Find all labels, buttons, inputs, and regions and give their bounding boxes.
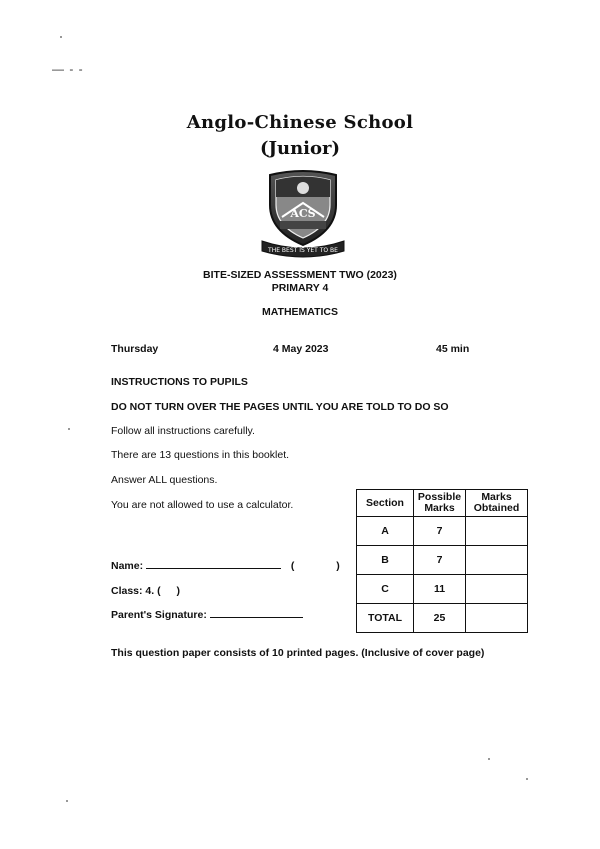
section-cell: A bbox=[357, 517, 414, 546]
scan-speck bbox=[60, 36, 62, 38]
section-cell: B bbox=[357, 546, 414, 575]
class-field-row bbox=[111, 585, 180, 597]
scan-speck bbox=[68, 428, 70, 430]
crest-motto: THE BEST IS YET TO BE bbox=[268, 247, 338, 254]
table-row bbox=[357, 575, 528, 604]
signature-label: Parent's Signature: bbox=[111, 609, 207, 621]
scan-speck bbox=[526, 778, 528, 780]
instructions-warning: DO NOT TURN OVER THE PAGES UNTIL YOU ARE TOLD TO DO SO bbox=[111, 401, 449, 413]
possible-marks-cell: 7 bbox=[414, 546, 466, 575]
school-crest-logo bbox=[258, 165, 348, 260]
name-blank-line[interactable] bbox=[146, 568, 281, 569]
crest-letters: ACS bbox=[290, 207, 316, 220]
header-marks-obtained: Marks Obtained bbox=[466, 490, 528, 517]
header-possible-marks: Possible Marks bbox=[414, 490, 466, 517]
marks-table-header-row bbox=[357, 490, 528, 517]
table-row bbox=[357, 604, 528, 633]
school-subtitle: (Junior) bbox=[259, 138, 341, 159]
possible-marks-cell: 11 bbox=[414, 575, 466, 604]
instruction-line: There are 13 questions in this booklet. bbox=[111, 449, 290, 461]
exam-date: 4 May 2023 bbox=[273, 343, 329, 355]
instruction-line: Follow all instructions carefully. bbox=[111, 425, 255, 437]
assessment-level: PRIMARY 4 bbox=[271, 282, 329, 294]
table-row bbox=[357, 546, 528, 575]
class-label: Class: 4. ( bbox=[111, 585, 161, 597]
table-row bbox=[357, 517, 528, 546]
exam-day: Thursday bbox=[111, 343, 159, 355]
possible-marks-cell: 7 bbox=[414, 517, 466, 546]
class-paren-close: ) bbox=[176, 585, 180, 597]
obtained-marks-cell[interactable] bbox=[466, 575, 528, 604]
assessment-title: BITE-SIZED ASSESSMENT TWO (2023) bbox=[203, 269, 397, 281]
name-label: Name: bbox=[111, 560, 144, 572]
scan-speck bbox=[66, 800, 68, 802]
signature-blank-line[interactable] bbox=[210, 617, 303, 618]
footer-note: This question paper consists of 10 printed pages. (Inclusive of cover page) bbox=[111, 647, 485, 659]
instruction-line: Answer ALL questions. bbox=[111, 474, 218, 486]
possible-marks-cell: 25 bbox=[414, 604, 466, 633]
scan-dash-mark: — - - bbox=[52, 62, 84, 76]
signature-field-row bbox=[111, 609, 303, 621]
section-cell: TOTAL bbox=[357, 604, 414, 633]
exam-duration: 45 min bbox=[436, 343, 470, 355]
assessment-subject: MATHEMATICS bbox=[261, 306, 339, 318]
instructions-heading: INSTRUCTIONS TO PUPILS bbox=[111, 376, 248, 388]
name-paren-close: ) bbox=[336, 560, 340, 572]
name-paren-open: ( bbox=[290, 560, 295, 572]
obtained-marks-cell[interactable] bbox=[466, 517, 528, 546]
header-section: Section bbox=[357, 490, 414, 517]
instruction-line: You are not allowed to use a calculator. bbox=[111, 499, 294, 511]
section-cell: C bbox=[357, 575, 414, 604]
obtained-marks-cell[interactable] bbox=[466, 546, 528, 575]
obtained-marks-cell[interactable] bbox=[466, 604, 528, 633]
marks-table bbox=[356, 489, 528, 633]
scan-speck bbox=[488, 758, 490, 760]
name-field-row bbox=[111, 560, 340, 572]
school-name: Anglo-Chinese School bbox=[186, 112, 414, 133]
